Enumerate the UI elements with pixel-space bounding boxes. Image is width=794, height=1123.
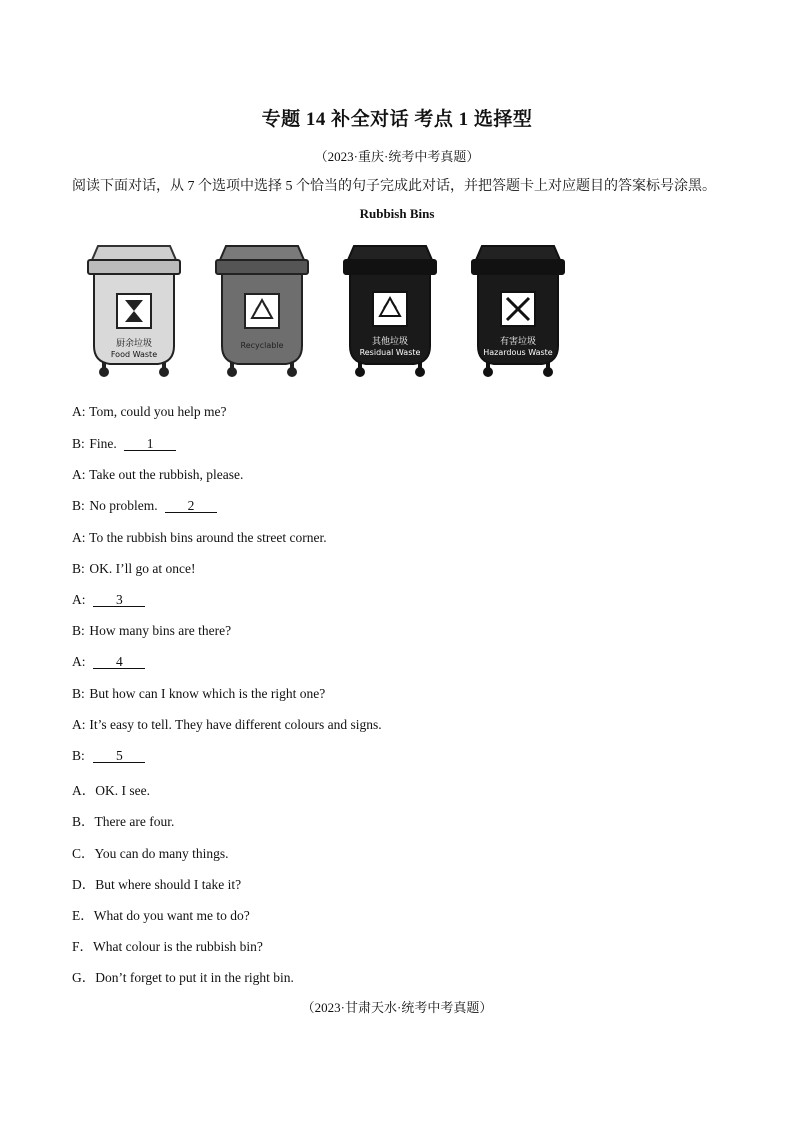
option-item: F．What colour is the rubbish bin? [72, 939, 263, 954]
bin-label-cn: 厨余垃圾 [115, 339, 153, 349]
dialogue-line: A: Tom, could you help me? [72, 404, 227, 419]
option-item: B．There are four. [72, 814, 175, 829]
dialogue-line: A: Take out the rubbish, please. [72, 467, 244, 482]
page-title: 专题 14 补全对话 考点 1 选择型 [261, 109, 533, 130]
bin-label-cn: 有害垃圾 [499, 337, 537, 347]
option-item: D．But where should I take it? [72, 877, 242, 892]
bin-label-en: Recyclable [240, 341, 284, 350]
figure-title: Rubbish Bins [359, 206, 435, 221]
answer-blank[interactable]: 2 [165, 499, 217, 513]
answer-blank[interactable]: 3 [93, 593, 145, 607]
bin-label-en: Food Waste [110, 350, 158, 359]
source-label: （2023·重庆·统考中考真题） [314, 149, 480, 164]
bin-label-cn: 其他垃圾 [371, 337, 409, 347]
bin-residual-waste [340, 244, 440, 386]
dialogue-line: B: How many bins are there? [72, 623, 232, 638]
bin-recyclable [212, 244, 312, 386]
dialogue-line: B: 5 [72, 748, 145, 764]
instructions: 阅读下面对话，从 7 个选项中选择 5 个恰当的句子完成此对话，并把答题卡上对应题目的答案标号涂黑。 [72, 179, 716, 194]
bin-label-en: Residual Waste [359, 348, 421, 357]
dialogue-line: A: It’s easy to tell. They have different colours and signs. [72, 717, 382, 732]
dialogue-line: B: No problem. 2 [72, 498, 217, 514]
dialogue-line: B: But how can I know which is the right one? [72, 686, 326, 701]
option-item: C．You can do many things. [72, 846, 229, 861]
bin-label-en: Hazardous Waste [483, 348, 553, 357]
dialogue-line: B: OK. I’ll go at once! [72, 561, 196, 576]
option-item: G．Don’t forget to put it in the right bin. [72, 970, 294, 985]
dialogue-line: A: To the rubbish bins around the street corner. [72, 530, 327, 545]
dialogue-line: A: 4 [72, 654, 145, 670]
bin-hazardous-waste [468, 244, 568, 386]
answer-blank[interactable]: 4 [93, 655, 145, 669]
option-item: E．What do you want me to do? [72, 908, 250, 923]
option-item: A．OK. I see. [72, 783, 150, 798]
source-label: （2023·甘肃天水·统考中考真题） [301, 1000, 493, 1015]
dialogue-line: A: 3 [72, 592, 145, 608]
answer-blank[interactable]: 1 [124, 437, 176, 451]
dialogue-line: B: Fine. 1 [72, 436, 176, 452]
answer-blank[interactable]: 5 [93, 749, 145, 763]
rubbish-bins-figure [84, 244, 584, 386]
bin-food-waste [84, 244, 184, 386]
